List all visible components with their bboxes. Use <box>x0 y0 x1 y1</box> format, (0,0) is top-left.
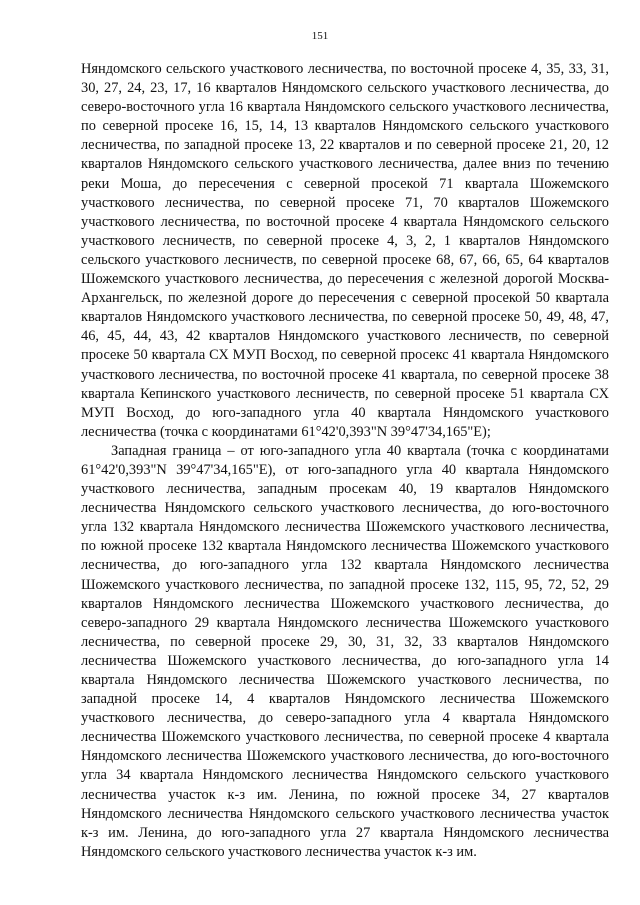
document-body <box>81 60 609 862</box>
page-number: 151 <box>311 30 329 42</box>
paragraph-north-boundary-continuation: Няндомского сельского участкового лесничества, по восточной просеке 4, 35, 33, 31, 30, 27, 24, 23, 17, 16 кварталов Няндомского сельского участкового лесничества, до северо-восточного угла 16 квартала Няндомского сельского участкового лесничества, по северной просеке 16, 15, 14, 13 кварталов Няндомского сельского участкового лесничества, по западной просеке 13, 22 кварталов и по северной просеке 21, 20, 12 кварталов Няндомского сельского участкового лесничества, далее вниз по течению реки Моша, до пересечения с северной просекой 71 квартала Шожемского участкового лесничества, по северной просеке 71, 70 кварталов Шожемского участкового лесничества, по восточной просеке 4 квартала Няндомского сельского участкового лесничеств, по северной просеке 4, 3, 2, 1 кварталов Няндомского сельского участкового лесничеств, по северной просеке 68, 67, 66, 65, 64 кварталов Шожемского участкового лесничества, до пересечения с железной дорогой Москва-Архангельск, по железной дороге до пересечения с северной просекой 50 квартала кварталов Няндомского участкового лесничества, по северной просеке 50, 49, 48, 47, 46, 45, 44, 43, 42 кварталов Няндомского участкового лесничеств, по северной просеке 50 квартала СХ МУП Восход, по северной просекс 41 квартала Няндомского участкового лесничества, по восточной просеке 41 квартала, по северной просеке 38 квартала Кепинского участкового лесничеств, по северной просеке 51 квартала СХ МУП Восход, до юго-западного угла 40 квартала Няндомского участкового лесничества (точка с координатами 61°42'0,393"N 39°47'34,165"E); <box>81 61 609 440</box>
paragraph-western-boundary: Западная граница – от юго-западного угла 40 квартала (точка с координатами 61°42'0,393"N 39°47'34,165"E), от юго-западного угла 40 квартала Няндомского участкового лесничества, западным просекам 40, 19 кварталов Няндомского лесничества Няндомского сельского участкового лесничества, до юго-восточного угла 132 квартала Няндомского лесничества Шожемского участкового лесничества, по южной просеке 132 квартала Няндомского лесничества Шожемского участкового лесничества, до юго-западного угла 132 квартала Няндомского лесничества Шожемского участкового лесничества, по западной просеке 132, 115, 95, 72, 52, 29 кварталов Няндомского лесничества Шожемского участкового лесничества, до северо-западного 29 квартала Няндомского лесничества Шожемского участкового лесничества, по северной просеке 29, 30, 31, 32, 33 кварталов Няндомского лесничества Шожемского участкового лесничества, до юго-западного угла 14 квартала Няндомского лесничества Шожемского участкового лесничества, по западной просеке 14, 4 кварталов Няндомского лесничества Шожемского участкового лесничества, до северо-западного угла 4 квартала Няндомского лесничества Шожемского участкового лесничества, по северной просеке 4 квартала Няндомского лесничества Шожемского участкового лесничества, до юго-восточного угла 34 квартала Няндомского лесничества Няндомского сельского участкового лесничества участок к-з им. Ленина, по южной просеке 34, 27 кварталов Няндомского лесничества Няндомского сельского участкового лесничества участок к-з им. Ленина, до юго-западного угла 27 квартала Няндомского лесничества Няндомского сельского участкового лесничества участок к-з им. <box>81 442 609 860</box>
